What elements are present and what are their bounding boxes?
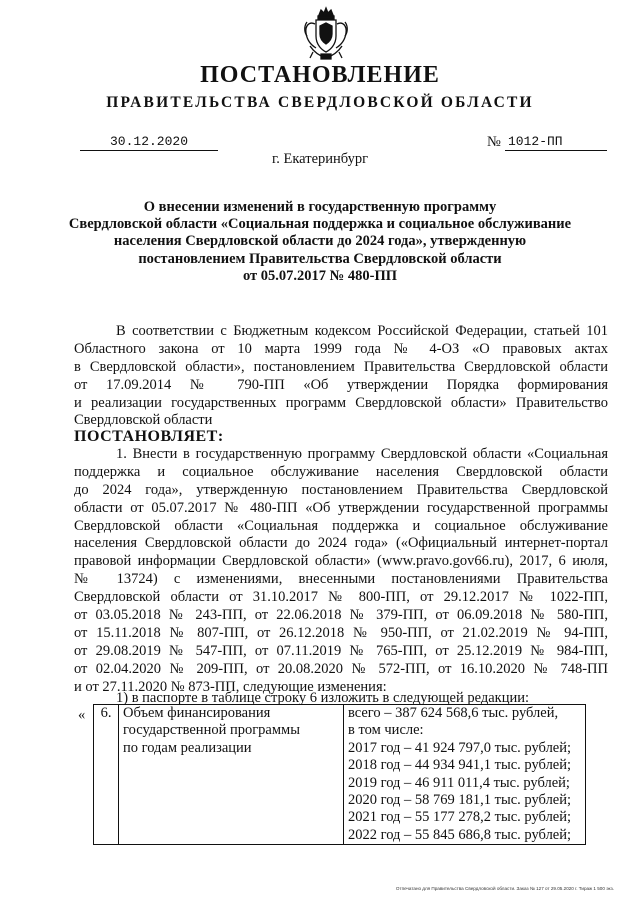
text-line: Областного закона от 10 марта 1999 года № 4-ОЗ «О правовых актах [74, 340, 608, 357]
row-number: 6. [94, 705, 119, 845]
label-line: государственной программы [123, 722, 300, 739]
decree-date: 30.12.2020 [110, 134, 189, 149]
text-line: от 02.04.2020 № 209-ПП, от 20.08.2020 № 572-ПП, от 16.10.2020 № 748-ПП [74, 660, 608, 677]
document-title: ПОСТАНОВЛЕНИЕ [200, 62, 440, 88]
value-line: в том числе: [348, 722, 424, 739]
city: г. Екатеринбург [271, 151, 369, 167]
value-line: 2018 год – 44 934 941,1 тыс. рублей; [348, 757, 572, 774]
row-label [119, 705, 344, 845]
issuing-authority: ПРАВИТЕЛЬСТВА СВЕРДЛОВСКОЙ ОБЛАСТИ [106, 94, 534, 111]
text-line: в Свердловской области», постановлением Правительства Свердловской области [74, 358, 608, 375]
text-line: Свердловской области [74, 412, 213, 429]
print-footer: Отпечатано для Правительства Свердловской области. Заказ № 127 от 29.05.2020 г. Тираж 1 500 экз. [395, 886, 614, 891]
text-line: и от 27.11.2020 № 873-ПП, следующие изменения: [74, 678, 387, 695]
text-line: населения Свердловской области до 2024 года» («Официальный интернет-портал [74, 535, 608, 552]
subitem-1: 1) в паспорте в таблице строку 6 изложить в следующей редакции: [116, 690, 530, 706]
number-sign: № [487, 134, 501, 150]
value-line: 2017 год – 41 924 797,0 тыс. рублей; [348, 739, 572, 756]
text-line: В соответствии с Бюджетным кодексом Российской Федерации, статьей 101 [116, 323, 608, 339]
text-line: до 2024 года», утвержденную постановлением Правительства Свердловской [74, 481, 608, 498]
text-line: области от 05.07.2017 № 480-ПП «Об утверждении государственной программы [74, 499, 608, 516]
table-row [94, 705, 586, 845]
value-line: 2022 год – 55 845 686,8 тыс. рублей; [348, 826, 572, 843]
value-line: 2021 год – 55 177 278,2 тыс. рублей; [348, 809, 572, 826]
item-1-paragraph [74, 446, 608, 696]
coat-of-arms-icon [301, 6, 351, 62]
text-line: от 29.08.2019 № 547-ПП, от 07.11.2019 № 765-ПП, от 25.12.2019 № 984-ПП, [74, 642, 608, 659]
preamble-paragraph [74, 323, 608, 430]
heading-line: постановлением Правительства Свердловской области [138, 250, 502, 267]
text-line: от 15.11.2018 № 807-ПП, от 26.12.2018 № 950-ПП, от 21.02.2019 № 94-ПП, [74, 624, 608, 641]
opening-quote: « [78, 707, 86, 723]
decree-word: ПОСТАНОВЛЯЕТ: [74, 428, 224, 445]
decree-heading [60, 199, 580, 285]
text-line: поддержка и социальное обслуживание населения Свердловской области [74, 463, 608, 480]
decree-number: 1012-ПП [508, 134, 563, 149]
label-line: Объем финансирования [123, 705, 271, 721]
text-line: от 17.09.2014 № 790-ПП «Об утверждении Порядка формирования [74, 376, 608, 393]
heading-line: от 05.07.2017 № 480-ПП [242, 267, 397, 284]
value-line: 2020 год – 58 769 181,1 тыс. рублей; [348, 792, 572, 809]
heading-line: Свердловской области «Социальная поддержка и социальное обслуживание [68, 216, 572, 233]
text-line: № 13724) с изменениями, внесенными постановлениями Правительства [74, 571, 608, 588]
text-line: Свердловской области от 31.10.2017 № 800-ПП, от 29.12.2017 № 1022-ПП, [74, 589, 608, 606]
value-line: всего – 387 624 568,6 тыс. рублей, [348, 705, 559, 721]
financing-table [93, 704, 586, 845]
heading-line: О внесении изменений в государственную программу [143, 199, 497, 215]
label-line: по годам реализации [123, 739, 252, 756]
heading-line: населения Свердловской области до 2024 года», утвержденную [113, 233, 527, 250]
text-line: правовой информации Свердловской области» (www.pravo.gov66.ru), 2017, 6 июля, [74, 553, 608, 570]
text-line: Свердловской области «Социальная поддержка и социальное обслуживание [74, 517, 608, 534]
text-line: от 03.05.2018 № 243-ПП, от 22.06.2018 № 379-ПП, от 06.09.2018 № 580-ПП, [74, 607, 608, 624]
value-line: 2019 год – 46 911 011,4 тыс. рублей; [348, 774, 570, 791]
text-line: 1. Внести в государственную программу Свердловской области «Социальная [116, 446, 608, 462]
text-line: и реализации государственных программ Свердловской области» Правительство [74, 394, 608, 411]
row-value [344, 705, 586, 845]
